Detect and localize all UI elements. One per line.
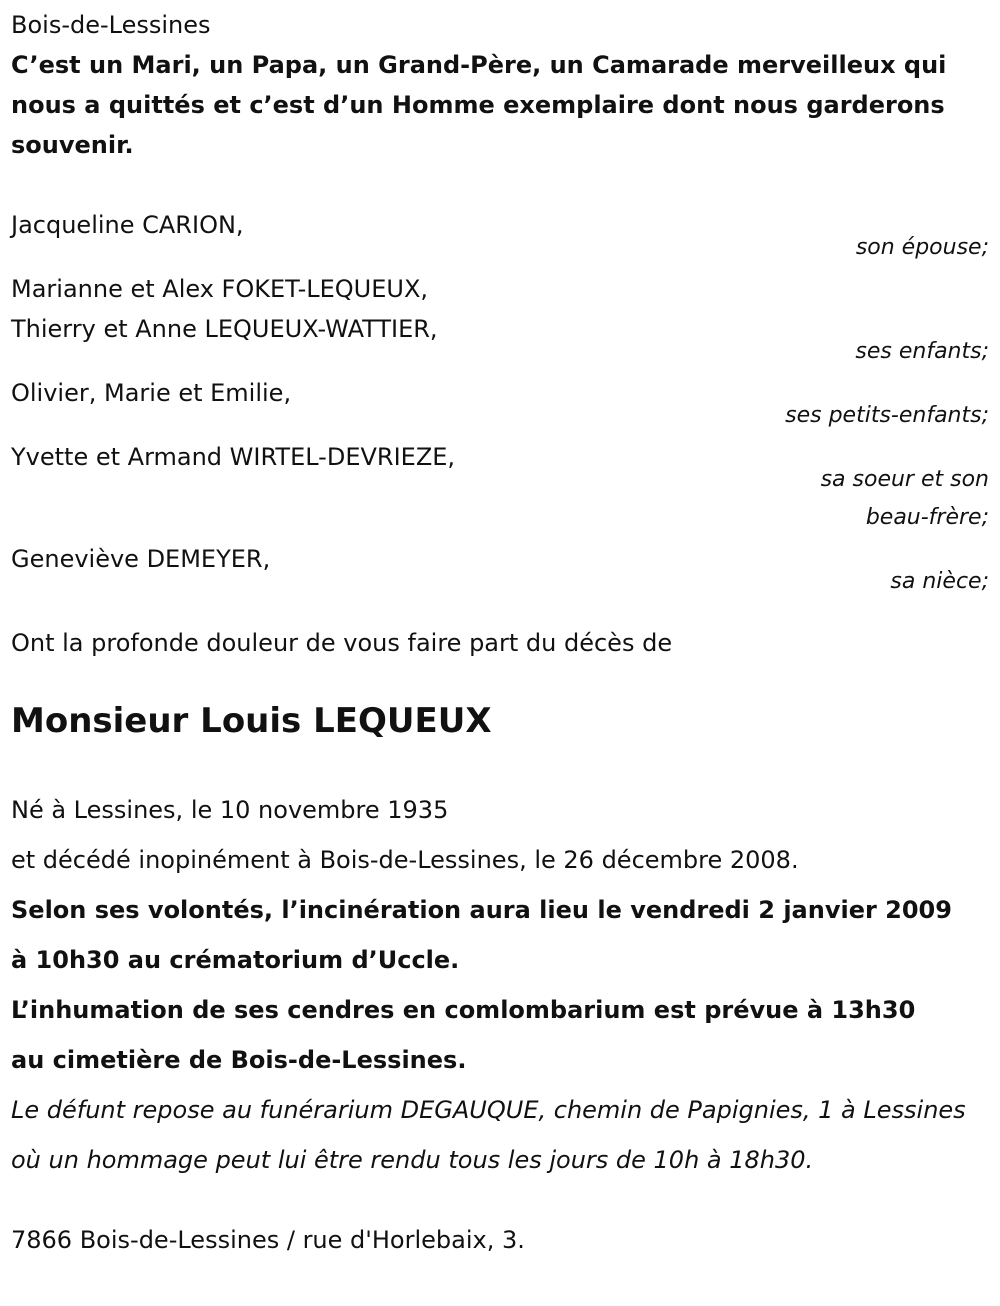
place-header: Bois-de-Lessines <box>11 11 211 39</box>
family-relation: ses enfants; <box>855 339 989 364</box>
family-member: Olivier, Marie et Emilie, <box>11 379 292 407</box>
deceased-name: Monsieur Louis LEQUEUX <box>11 701 492 741</box>
rest-location-note: Le défunt repose au funérarium DEGAUQUE, chemin de Papignies, 1 à Lessines <box>11 1096 966 1124</box>
ceremony-info-line-1: Selon ses volontés, l’incinération aura lieu le vendredi 2 janvier 2009 <box>11 896 952 924</box>
family-group-spouse <box>11 205 989 267</box>
family-group-sibling <box>11 437 989 537</box>
birth-info: Né à Lessines, le 10 novembre 1935 <box>11 796 449 824</box>
family-member: Geneviève DEMEYER, <box>11 545 271 573</box>
family-group-grandchildren <box>11 373 989 435</box>
family-group-niece <box>11 539 989 601</box>
homage-note: où un hommage peut lui être rendu tous les jours de 10h à 18h30. <box>11 1146 814 1174</box>
ceremony-info-line-2: à 10h30 au crématorium d’Uccle. <box>11 946 460 974</box>
family-group-children <box>11 269 989 371</box>
burial-info-line-2: au cimetière de Bois-de-Lessines. <box>11 1046 467 1074</box>
obituary-notice <box>11 0 989 1260</box>
family-member: Marianne et Alex FOKET-LEQUEUX, <box>11 275 429 303</box>
family-member: Yvette et Armand WIRTEL-DEVRIEZE, <box>11 443 456 471</box>
family-relation-line-1: sa soeur et son <box>820 467 989 492</box>
family-relation: son épouse; <box>855 235 989 260</box>
intro-tribute: C’est un Mari, un Papa, un Grand-Père, un Camarade merveilleux qui nous a quittés et c’est d’un Homme exemplaire dont nous garderons souvenir. <box>11 51 947 159</box>
family-address: 7866 Bois-de-Lessines / rue d'Horlebaix, 3. <box>11 1226 525 1254</box>
family-relation: sa nièce; <box>890 569 989 594</box>
death-info: et décédé inopinément à Bois-de-Lessines, le 26 décembre 2008. <box>11 846 799 874</box>
family-member: Thierry et Anne LEQUEUX-WATTIER, <box>11 315 438 343</box>
family-member: Jacqueline CARION, <box>11 211 244 239</box>
family-relation: ses petits-enfants; <box>785 403 989 428</box>
burial-info-line-1: L’inhumation de ses cendres en comlombarium est prévue à 13h30 <box>11 996 916 1024</box>
announcement-text: Ont la profonde douleur de vous faire part du décès de <box>11 629 673 657</box>
family-relation-line-2: beau-frère; <box>865 505 989 530</box>
